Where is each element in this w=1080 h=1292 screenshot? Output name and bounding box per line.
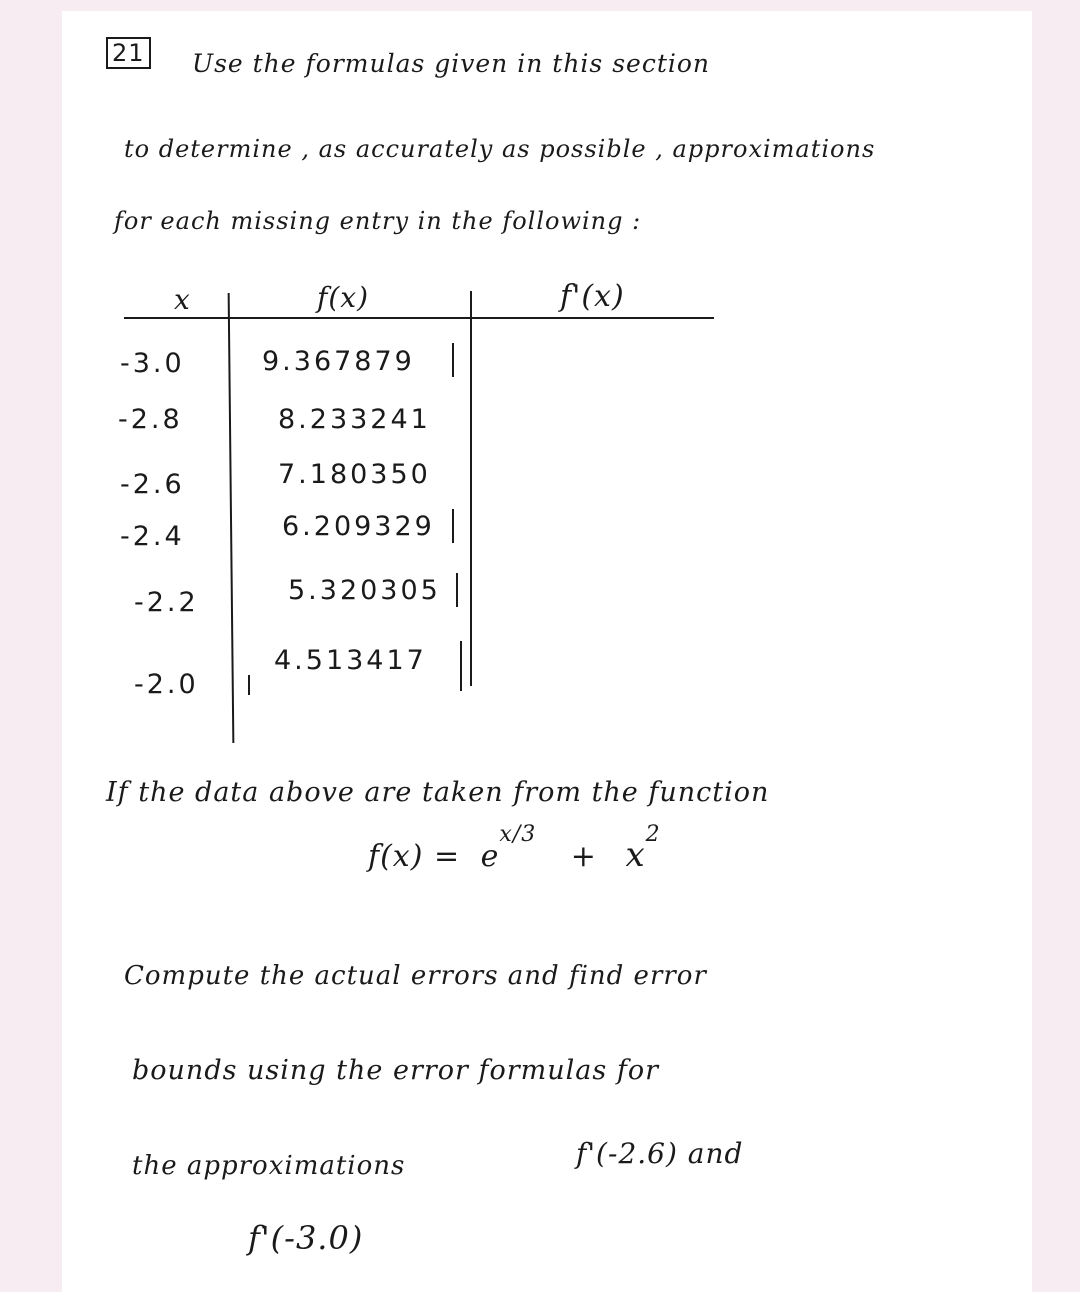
problem-line-2: to determine , as accurately as possible , approximations [124,135,876,163]
problem-line-3: for each missing entry in the following : [114,207,642,235]
formula [368,822,661,875]
cell-wall-2 [452,509,454,543]
cell-x-2: -2.8 [118,404,183,435]
formula-term: x [625,835,646,875]
cell-fx-6: 4.513417 [274,645,427,676]
cell-fx-3: 7.180350 [278,459,431,490]
header-fx: f(x) [317,281,370,314]
cell-fx-4: 6.209329 [282,511,435,542]
task-line-2: bounds using the error formulas for [132,1055,659,1086]
formula-lhs: f(x) = [368,839,461,874]
cell-fx-2: 8.233241 [278,404,431,435]
table-divider-right [470,291,472,686]
cell-fx-1: 9.367879 [262,346,415,377]
problem-line-1: Use the formulas given in this section [192,49,711,78]
cell-fx-5: 5.320305 [288,575,441,606]
function-line: If the data above are taken from the function [106,777,770,808]
task-line-3b: f'(-2.6) and [576,1137,744,1170]
cell-wall-1 [452,343,454,377]
cell-wall-4 [460,641,462,691]
task-line-4: f'(-3.0) [248,1219,364,1257]
header-fpx: f'(x) [560,279,625,314]
task-line-3a: the approximations [132,1151,406,1181]
task-line-1: Compute the actual errors and find error [124,961,707,991]
formula-term-exponent: 2 [645,822,661,847]
formula-base: e [480,839,500,874]
paper-sheet [62,11,1032,1292]
cell-x-6: -2.0 [134,669,199,700]
table-divider-left [228,293,235,743]
cell-wall-5 [248,675,250,695]
cell-x-1: -3.0 [120,348,185,379]
cell-wall-3 [456,573,458,607]
cell-x-4: -2.4 [120,521,185,552]
cell-x-3: -2.6 [120,469,185,500]
formula-exponent: x/3 [499,822,537,847]
table-header-rule [124,317,714,319]
formula-plus: + [570,839,597,874]
problem-number: 21 [106,39,151,67]
header-x: x [174,283,191,316]
cell-x-5: -2.2 [134,587,199,618]
